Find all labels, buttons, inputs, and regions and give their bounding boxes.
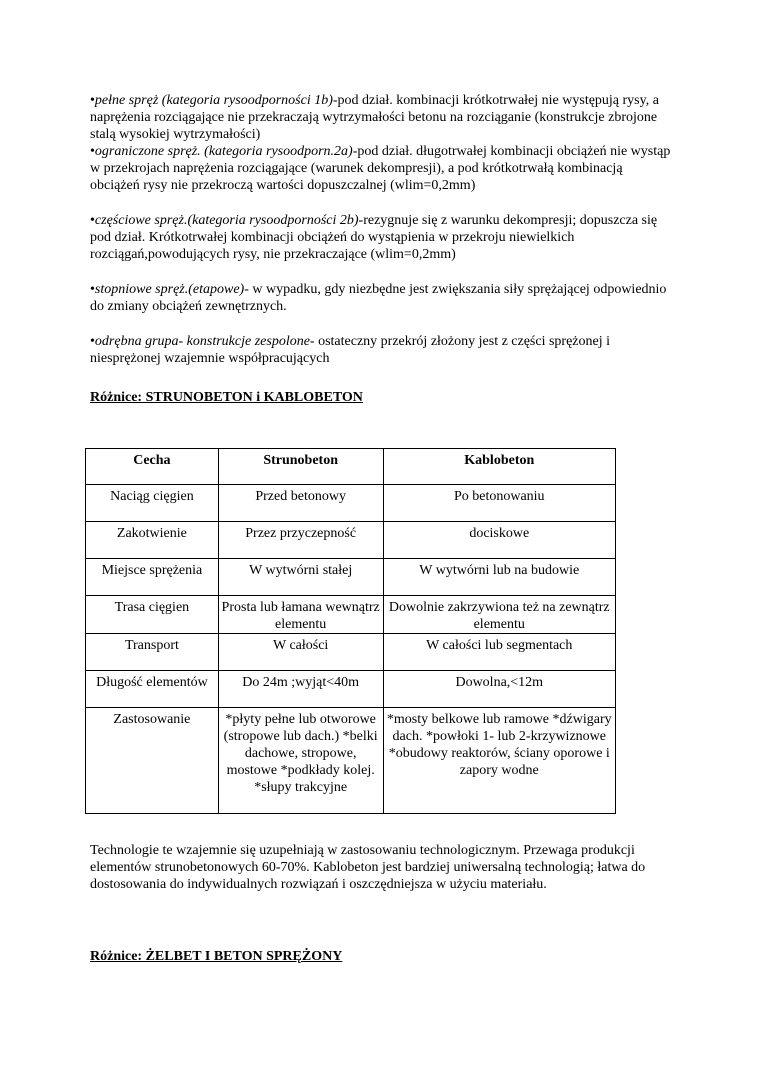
bullet-text: -pod dział. długotrwałej kombinacji obciążeń nie wystąp w przekrojach naprężenia rozciągające (warunek dekompresji), a pod krótkotrwałą kombinacją obciążeń rysy nie przekroczą wartości dopuszczalnej (wlim=0,2mm) <box>90 144 671 193</box>
bullet-icon: • <box>90 213 95 228</box>
bullet-icon: • <box>90 93 95 108</box>
bullet-staged-prestress <box>90 281 675 315</box>
table-cell: Zakotwienie <box>86 522 219 559</box>
table-cell: Trasa cięgien <box>86 596 219 634</box>
table-row <box>86 708 616 814</box>
table-cell: Zastosowanie <box>86 708 219 814</box>
table-header-cell: Kablobeton <box>383 449 615 485</box>
bullet-icon: • <box>90 334 95 349</box>
summary-paragraph: Technologie te wzajemnie się uzupełniają w zastosowaniu technologicznym. Przewaga produkcji elementów strunobetonowych 60-70%. Kablobeton jest bardziej uniwersalną technologią; łatwa do dostosowania do indywidualnych rozwiązań i oszczędniejsza w użyciu materiału. <box>90 843 646 892</box>
bullet-lead: pełne spręż (kategoria rysoodporności 1b) <box>94 93 333 108</box>
section-heading-differences-2: Różnice: ŻELBET I BETON SPRĘŻONY <box>90 949 343 964</box>
table-cell: Przez przyczepność <box>218 522 383 559</box>
bullet-text: ostateczny przekrój złożony jest z części sprężonej i niesprężonej wzajemnie współpracujących <box>90 334 611 366</box>
table-row <box>86 485 616 522</box>
table-row <box>86 596 616 634</box>
bullet-text: -rezygnuje się z warunku dekompresji; dopuszcza się pod dział. Krótkotrwałej kombinacji obciążeń do wystąpienia w przekroju niewielkich rozciągań,powodujących rysy, nie przekraczające (wlim=0,2mm) <box>90 213 658 262</box>
table-cell: W całości <box>218 634 383 671</box>
table-cell: W całości lub segmentach <box>383 634 615 671</box>
table-cell: Dowolna,<12m <box>383 671 615 708</box>
table-cell: *mosty belkowe lub ramowe *dźwigary dach. *powłoki 1- lub 2-krzywiznowe *obudowy reaktorów, ściany oporowe i zapory wodne <box>383 708 615 814</box>
table-row <box>86 671 616 708</box>
bullet-lead: częściowe spręż.(kategoria rysoodporności 2b) <box>94 213 359 228</box>
bullet-composite <box>90 333 675 367</box>
table-cell: *płyty pełne lub otworowe (stropowe lub dach.) *belki dachowe, stropowe, mostowe *podkłady kolej. *słupy trakcyjne <box>218 708 383 814</box>
bullet-text: - w wypadku, gdy niezbędne jest zwiększania siły sprężającej odpowiednio do zmiany obciążeń zewnętrznych. <box>90 282 667 314</box>
table-cell: Przed betonowy <box>218 485 383 522</box>
bullet-full-prestress <box>90 92 675 143</box>
bullet-icon: • <box>90 144 95 159</box>
bullet-text: -pod dział. kombinacji krótkotrwałej nie występują rysy, a naprężenia rozciągające nie przekraczają wytrzymałości betonu na rozciąganie (konstrukcje zbrojone stalą wysokiej wytrzymałości) <box>90 93 659 142</box>
table-header-cell: Strunobeton <box>218 449 383 485</box>
bullet-limited-prestress <box>90 143 675 194</box>
table-header-row <box>86 449 616 485</box>
table-row <box>86 634 616 671</box>
table-cell: W wytwórni lub na budowie <box>383 559 615 596</box>
table-cell: Długość elementów <box>86 671 219 708</box>
bullet-lead: odrębna grupa- konstrukcje zespolone- <box>94 334 315 349</box>
table-row <box>86 522 616 559</box>
bullet-partial-prestress <box>90 212 675 263</box>
table-cell: Po betonowaniu <box>383 485 615 522</box>
table-row <box>86 559 616 596</box>
table-cell: dociskowe <box>383 522 615 559</box>
table-cell: Prosta lub łamana wewnątrz elementu <box>218 596 383 634</box>
table-header-cell: Cecha <box>86 449 219 485</box>
table-cell: Transport <box>86 634 219 671</box>
table-cell: Miejsce sprężenia <box>86 559 219 596</box>
table-cell: Do 24m ;wyjąt<40m <box>218 671 383 708</box>
table-cell: W wytwórni stałej <box>218 559 383 596</box>
table-cell: Dowolnie zakrzywiona też na zewnątrz elementu <box>383 596 615 634</box>
comparison-table <box>85 448 616 814</box>
document-body <box>90 92 675 406</box>
table-cell: Naciąg cięgien <box>86 485 219 522</box>
bullet-lead: stopniowe spręż.(etapowe) <box>94 282 245 297</box>
bullet-icon: • <box>90 282 95 297</box>
section-heading-differences-1: Różnice: STRUNOBETON i KABLOBETON <box>90 390 363 405</box>
bullet-lead: ograniczone spręż. (kategoria rysoodporn.2a) <box>94 144 353 159</box>
